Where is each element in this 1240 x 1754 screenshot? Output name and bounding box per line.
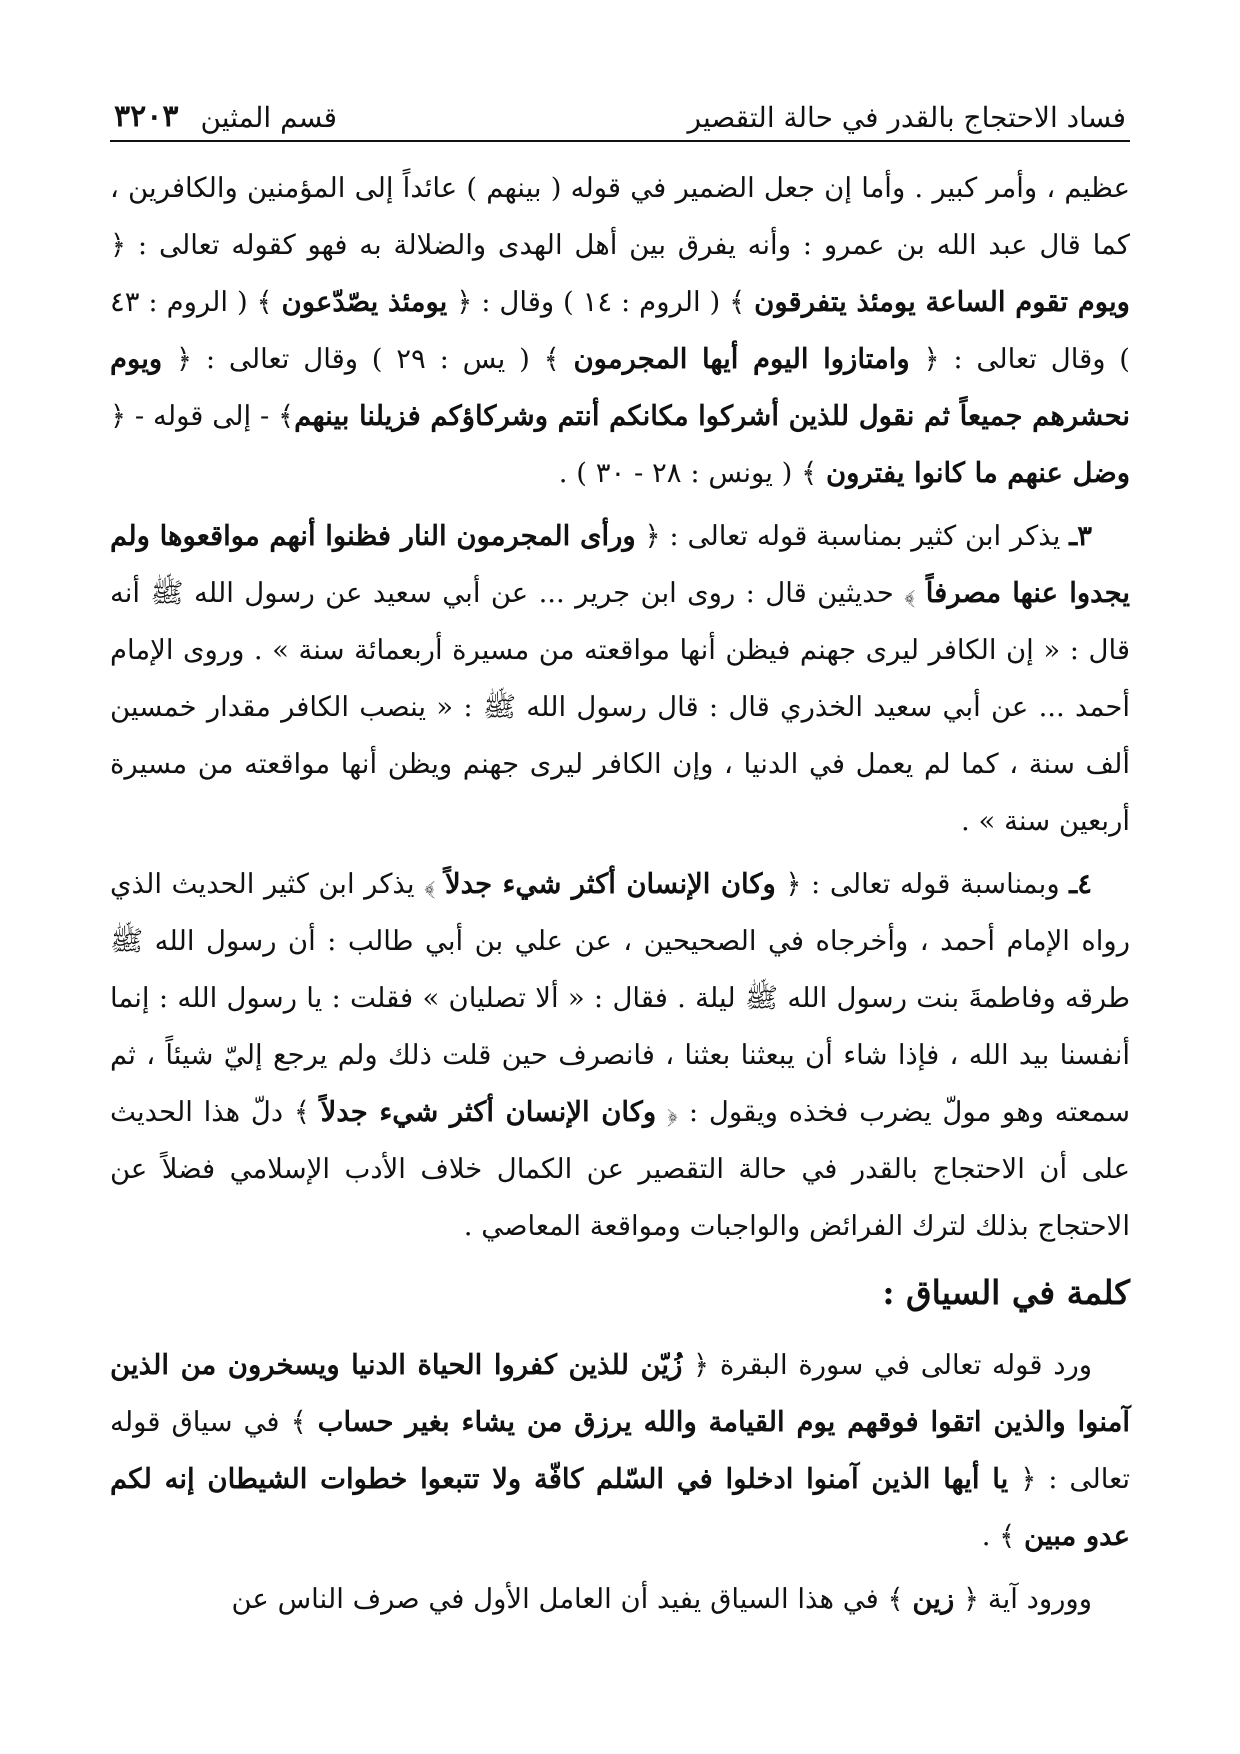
paragraph-3 xyxy=(110,856,1130,1255)
body-text xyxy=(110,160,1130,1628)
quran-quote: ويوم تقوم الساعة يومئذ يتفرقون xyxy=(754,286,1130,318)
text-run: ﴾ ( يونس : ٢٨ - ٣٠ ) . xyxy=(558,457,826,489)
quran-quote: زُيّن للذين كفروا الحياة الدنيا ويسخرون من الذين آمنوا والذين اتقوا فوقهم يوم القيامة والله يرزق من يشاء بغير حساب xyxy=(110,1349,1130,1438)
section-heading: كلمة في السياق : xyxy=(882,1273,1130,1312)
quran-quote: وكان الإنسان أكثر شيء جدلاً xyxy=(320,1096,657,1128)
text-run: وورود آية ﴿ xyxy=(954,1583,1092,1615)
text-run: ﴾ . xyxy=(981,1520,1025,1552)
page-number: ٣٢٠٣ xyxy=(114,99,179,134)
quran-quote: وامتازوا اليوم أيها المجرمون xyxy=(573,343,910,375)
quran-quote: وكان الإنسان أكثر شيء جدلاً xyxy=(444,868,776,900)
paragraph-1 xyxy=(110,160,1130,502)
quran-quote: يا أيها الذين آمنوا ادخلوا في السّلم كافّة ولا تتبعوا خطوات الشيطان إنه لكم عدو مبين xyxy=(110,1463,1130,1552)
text-run: ﴾ ( الروم : ١٤ ) وقال : ﴿ xyxy=(447,286,755,318)
paragraph-2 xyxy=(110,508,1130,850)
running-title: فساد الاحتجاج بالقدر في حالة التقصير xyxy=(687,101,1126,134)
text-run: ﴾ في هذا السياق يفيد أن العامل الأول في صرف الناس عن xyxy=(231,1583,913,1615)
paragraph-4 xyxy=(110,1337,1130,1565)
quran-quote: وضل عنهم ما كانوا يفترون xyxy=(825,457,1130,489)
text-run: ﴾ في سياق قوله تعالى : ﴿ xyxy=(110,1406,1130,1495)
quran-quote: يومئذ يصّدّعون xyxy=(281,286,448,318)
item-number: ٣ـ xyxy=(1069,520,1093,552)
text-run: ﴾ - إلى قوله - ﴿ xyxy=(110,400,295,432)
book-page xyxy=(110,92,1130,1722)
text-run: عظيم ، وأمر كبير . وأما إن جعل الضمير في قوله ( بينهم ) عائداً إلى المؤمنين والكافرين ، كما قال عبد الله بن عمرو : وأنه يفرق بين أهل الهدى والضلالة به فهو كقوله تعالى : ﴿ xyxy=(110,172,1130,261)
text-run: ﴾ يذكر ابن كثير الحديث الذي رواه الإمام أحمد ، وأخرجاه في الصحيحين ، عن علي بن أبي طالب : أن رسول الله ﷺ طرقه وفاطمةَ بنت رسول الله ﷺ ليلة . فقال : « ألا تصليان » فقلت : يا رسول الله : إنما أنفسنا بيد الله ، فإذا شاء أن يبعثنا بعثنا ، فانصرف حين قلت ذلك ولم يرجع إليّ شيئاً ، ثم سمعته وهو مولّ يضرب فخذه ويقول : ﴿ xyxy=(110,868,1130,1128)
quran-quote: ورأى المجرمون النار فظنوا أنهم مواقعوها ولم يجدوا عنها مصرفاً xyxy=(110,520,1131,609)
text-run: ﴾ دلّ هذا الحديث على أن الاحتجاج بالقدر في حالة التقصير عن الكمال خلاف الأدب الإسلامي فضلاً عن الاحتجاج بذلك لترك الفرائض والواجبات ومواقعة المعاصي . xyxy=(110,1096,1130,1242)
text-run: يذكر ابن كثير بمناسبة قوله تعالى : ﴿ xyxy=(635,520,1070,552)
text-run: ورد قوله تعالى في سورة البقرة ﴿ xyxy=(682,1349,1093,1381)
paragraph-5 xyxy=(110,1571,1130,1628)
quran-quote: زين xyxy=(912,1583,955,1615)
text-run: ﴾ ( يس : ٢٩ ) وقال تعالى : ﴿ xyxy=(162,343,574,375)
section-name: قسم المثين xyxy=(200,101,338,134)
quran-quote: ويوم نحشرهم جميعاً ثم نقول للذين أشركوا مكانكم أنتم وشركاؤكم فزيلنا بينهم xyxy=(110,343,1130,432)
header-meta xyxy=(114,99,337,134)
item-number: ٤ـ xyxy=(1069,868,1093,900)
text-run: وبمناسبة قوله تعالى : ﴿ xyxy=(775,868,1070,900)
text-run: ﴾ حديثين قال : روى ابن جرير ... عن أبي سعيد عن رسول الله ﷺ أنه قال : « إن الكافر ليرى جهنم فيظن أنها مواقعته من مسيرة أربعمائة سنة » . وروى الإمام أحمد ... عن أبي سعيد الخذري قال : قال رسول الله ﷺ : « ينصب الكافر مقدار خمسين ألف سنة ، كما لم يعمل في الدنيا ، وإن الكافر ليرى جهنم ويظن أنها مواقعته من مسيرة أربعين سنة » . xyxy=(110,577,1130,837)
running-header xyxy=(110,92,1130,142)
text-run: ﴾ ( الروم : ٤٣ ) وقال تعالى : ﴿ xyxy=(110,286,1130,375)
